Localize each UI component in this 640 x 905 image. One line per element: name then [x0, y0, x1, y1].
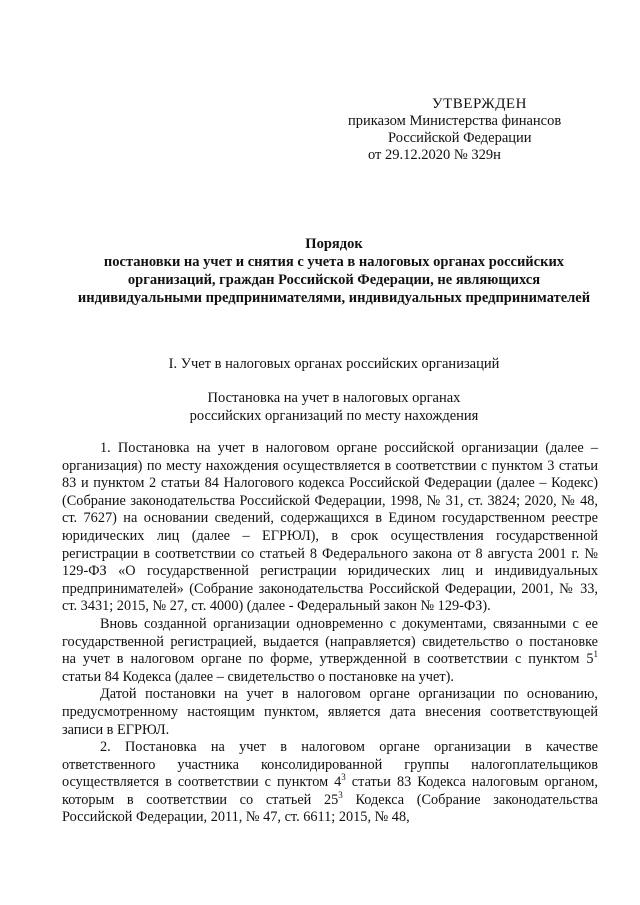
document-body [62, 440, 598, 827]
paragraph-1: 1. Постановка на учет в налоговом органе российской организации (далее – организация) по месту нахождения осуществляется в соответствии с пунктом 3 статьи 83 и пунктом 2 статьи 84 Налогового кодекса Российской Федерации (далее – Кодекс) (Собрание законодательства Российской Федерации, 1998, № 31, ст. 3824; 2020, № 48, ст. 7627) на основании сведений, содержащихся в Едином государственном реестре юридических лиц (далее – ЕГРЮЛ), в срок осуществления государственной регистрации в соответствии со статьей 8 Федерального закона от 8 августа 2001 г. № 129-ФЗ «О государственной регистрации юридических лиц и индивидуальных предпринимателей» (Собрание законодательства Российской Федерации, 2001, № 33, ст. 3431; 2015, № 27, ст. 4000) (далее - Федеральный закон № 129-ФЗ). [62, 440, 598, 615]
approval-title: УТВЕРЖДЕН [432, 96, 527, 112]
paragraph-4 [62, 739, 598, 827]
document-heading [56, 235, 612, 307]
approval-line-3: от 29.12.2020 № 329н [368, 147, 501, 163]
paragraph-2-end: статьи 84 Кодекса (далее – свидетельство о постановке на учет). [62, 668, 454, 685]
approval-stamp [300, 96, 600, 164]
paragraph-4-part-b: статьи 83 Кодекса налоговым органом, которым в соответствии со статьей 25 [62, 774, 599, 808]
paragraph-4-part-c: Кодекса (Собрание законодательства Российской Федерации, 2011, № 47, ст. 6611; 2015, № 48, [62, 791, 598, 826]
paragraph-2 [62, 616, 598, 686]
paragraph-4-superscript-1: 3 [341, 772, 346, 783]
heading-line-1: Порядок [305, 236, 363, 252]
paragraph-4-part-a: 2. Постановка на учет в налоговом органе организации в качестве ответственного участника консолидированной группы налогоплательщиков осуществляется в соответствии с пунктом 4 [62, 739, 598, 791]
subsection-title [56, 389, 612, 425]
approval-line-2: Российской Федерации [388, 130, 532, 146]
subsection-line-1: Постановка на учет в налоговых органах [207, 390, 461, 406]
section-title: I. Учет в налоговых органах российских организаций [168, 356, 500, 372]
approval-line-1: приказом Министерства финансов [348, 113, 562, 129]
paragraph-4-superscript-2: 3 [338, 790, 343, 801]
heading-line-3: организаций, граждан Российской Федерации, не являющихся [127, 272, 541, 288]
paragraph-3: Датой постановки на учет в налоговом органе организации по основанию, предусмотренному настоящим пунктом, является дата внесения соответствующей записи в ЕГРЮЛ. [62, 686, 598, 738]
heading-line-2: постановки на учет и снятия с учета в налоговых органах российских [103, 254, 565, 270]
paragraph-2-text: Вновь созданной организации одновременно с документами, связанными с ее государственной регистрацией, выдается (направляется) свидетельство о постановке на учет в налоговом органе по форме, утвержденной в соответствии с пунктом 5 [62, 615, 598, 668]
paragraph-2-superscript: 1 [593, 649, 598, 660]
heading-line-4: индивидуальными предпринимателями, индивидуальных предпринимателей [77, 290, 591, 306]
subsection-line-2: российских организаций по месту нахождения [189, 408, 479, 424]
